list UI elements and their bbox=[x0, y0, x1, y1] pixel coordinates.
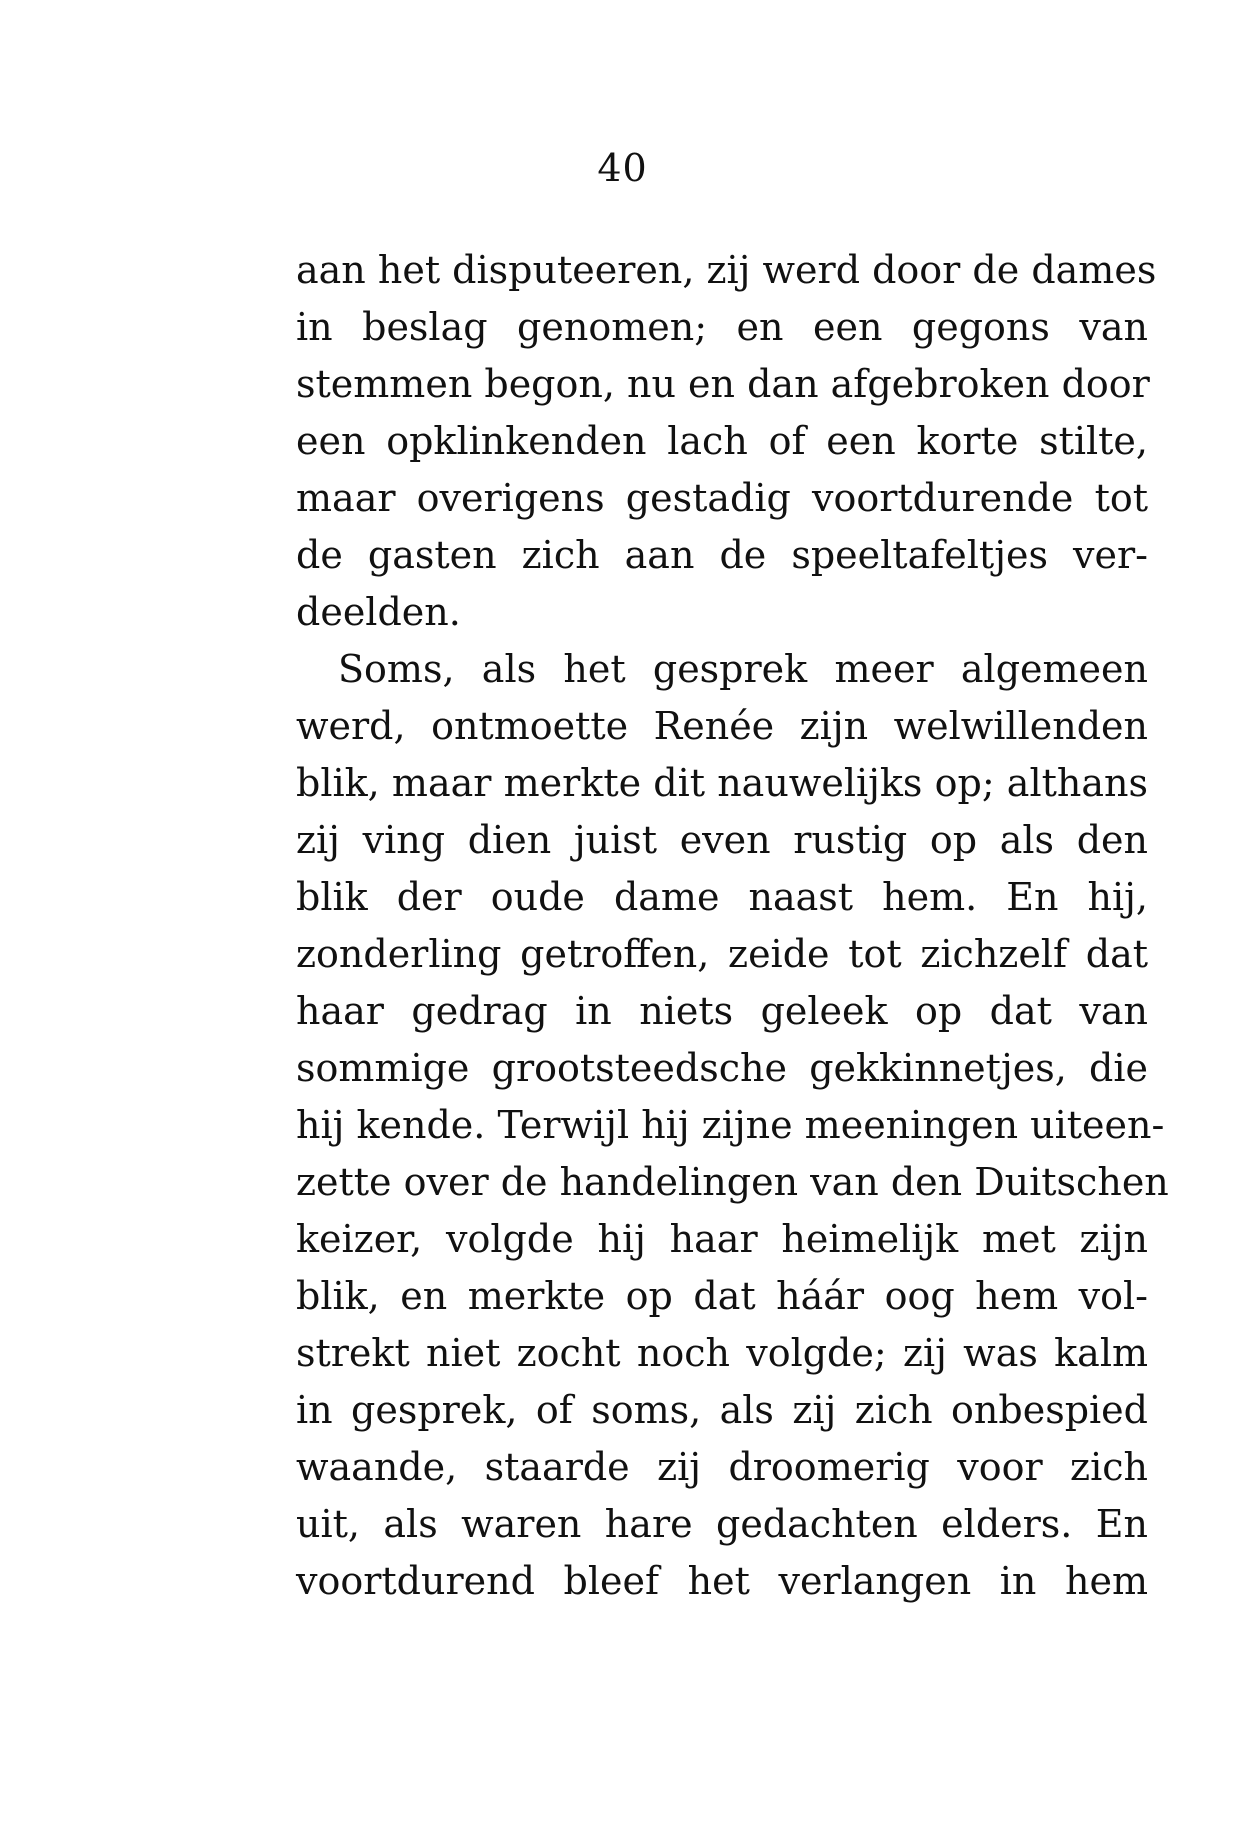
text-line: blik, maar merkte dit nauwelijks op; althans bbox=[296, 761, 1148, 805]
text-line: strekt niet zocht noch volgde; zij was kalm bbox=[296, 1331, 1148, 1375]
text-line: blik, en merkte op dat háár oog hem vol- bbox=[296, 1274, 1148, 1318]
text-line: maar overigens gestadig voortdurende tot bbox=[296, 476, 1148, 520]
text-line: stemmen begon, nu en dan afgebroken door bbox=[296, 362, 1150, 406]
text-line: blik der oude dame naast hem. En hij, bbox=[296, 875, 1148, 919]
text-line: in gesprek, of soms, als zij zich onbespied bbox=[296, 1388, 1148, 1432]
text-line: een opklinkenden lach of een korte stilte, bbox=[296, 419, 1148, 463]
page-number: 40 bbox=[597, 146, 648, 190]
paragraph-2 bbox=[296, 641, 1169, 1610]
text-line: zette over de handelingen van den Duitschen bbox=[296, 1160, 1169, 1204]
text-line: zij ving dien juist even rustig op als den bbox=[296, 818, 1148, 862]
text-line: sommige grootsteedsche gekkinnetjes, die bbox=[296, 1046, 1148, 1090]
text-line: hij kende. Terwijl hij zijne meeningen uiteen- bbox=[296, 1103, 1165, 1147]
body-text bbox=[296, 242, 1169, 1610]
text-line: werd, ontmoette Renée zijn welwillenden bbox=[296, 704, 1148, 748]
text-line: uit, als waren hare gedachten elders. En bbox=[296, 1502, 1148, 1546]
text-line: aan het disputeeren, zij werd door de dames bbox=[296, 248, 1157, 292]
paragraph-1 bbox=[296, 242, 1157, 641]
text-line: haar gedrag in niets geleek op dat van bbox=[296, 989, 1148, 1033]
text-line: keizer, volgde hij haar heimelijk met zijn bbox=[296, 1217, 1148, 1261]
text-line: voortdurend bleef het verlangen in hem bbox=[296, 1559, 1148, 1603]
text-line: waande, staarde zij droomerig voor zich bbox=[296, 1445, 1148, 1489]
text-line: zonderling getroffen, zeide tot zichzelf dat bbox=[296, 932, 1148, 976]
text-line: de gasten zich aan de speeltafeltjes ver- bbox=[296, 533, 1148, 577]
text-line: in beslag genomen; en een gegons van bbox=[296, 305, 1148, 349]
text-line: deelden. bbox=[296, 590, 461, 634]
text-line: Soms, als het gesprek meer algemeen bbox=[338, 647, 1148, 691]
